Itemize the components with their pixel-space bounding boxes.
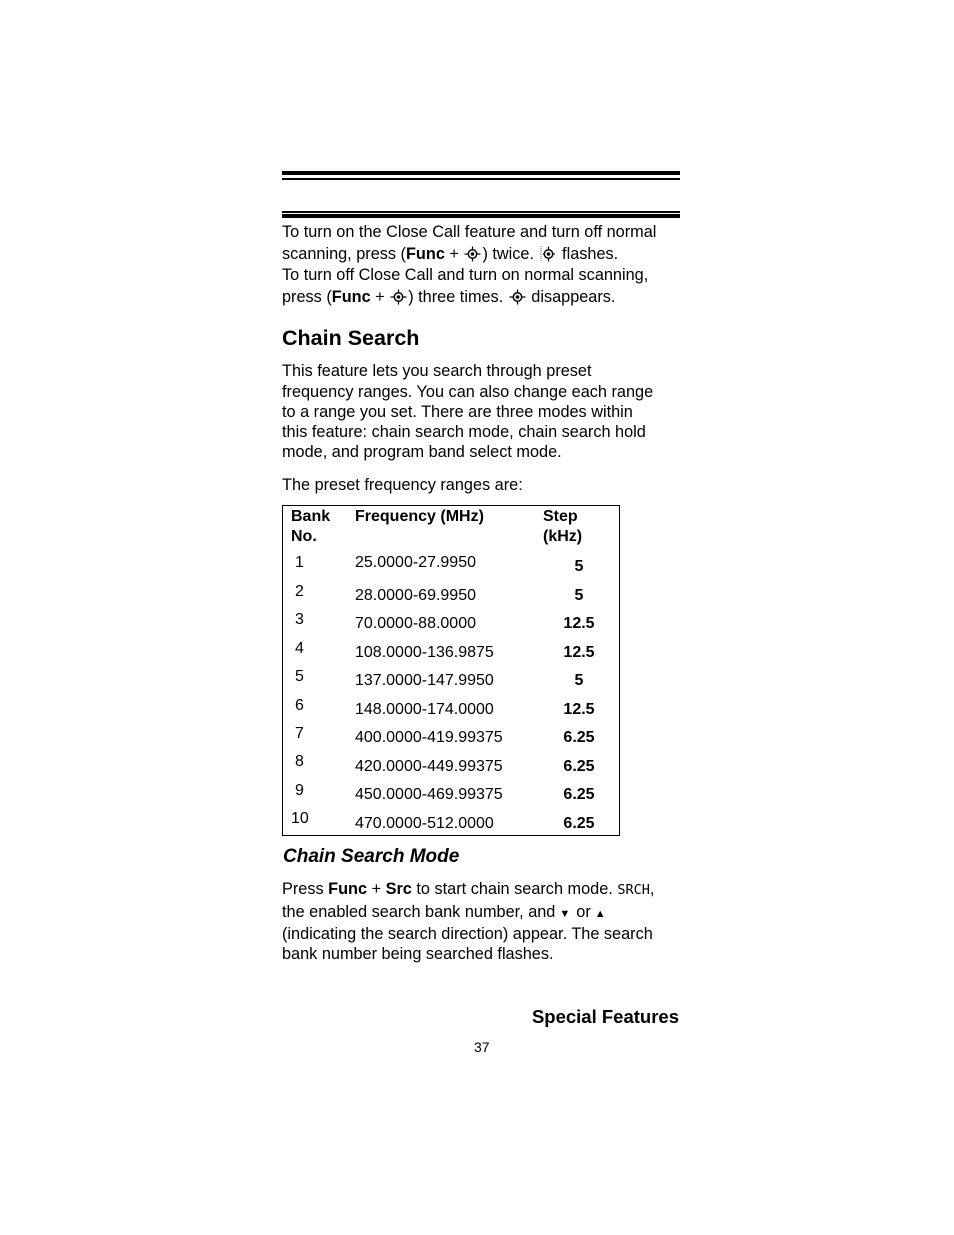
section-rule-thick [282, 214, 680, 218]
bank-cell: 6 [295, 697, 304, 714]
bank-cell: 7 [295, 725, 304, 742]
freq-cell: 70.0000-88.0000 [355, 615, 476, 632]
header-bank: Bank [291, 508, 331, 525]
text: scanning, press ( [282, 245, 406, 263]
text: + [367, 880, 386, 898]
bank-cell: 9 [295, 782, 304, 799]
step-cell: 12.5 [563, 644, 595, 661]
section-title: Chain Search [282, 326, 420, 350]
intro-line-2 [282, 244, 618, 265]
freq-cell: 420.0000-449.99375 [355, 758, 503, 775]
section-body-line: frequency ranges. You can also change each range [282, 383, 654, 401]
header-step-unit: (kHz) [543, 528, 583, 545]
freq-cell: 450.0000-469.99375 [355, 786, 503, 803]
text: flashes. [557, 245, 619, 263]
step-cell: 12.5 [563, 615, 595, 632]
section-body-line: This feature lets you search through preset [282, 362, 592, 380]
step-cell: 5 [574, 558, 584, 575]
freq-cell: 470.0000-512.0000 [355, 815, 494, 832]
down-arrow-icon: ▼ [559, 908, 571, 920]
text: ) twice. [482, 245, 539, 263]
bank-cell: 1 [295, 554, 304, 571]
mode-line-3: (indicating the search direction) appear. The search [282, 925, 653, 943]
func-key: Func [328, 880, 368, 898]
text: the enabled search bank number, and [282, 903, 556, 921]
step-cell: 12.5 [563, 701, 595, 718]
func-key: Func [331, 288, 371, 306]
text: + [370, 288, 390, 306]
step-cell: 5 [574, 672, 584, 689]
step-cell: 6.25 [563, 758, 595, 775]
freq-cell: 28.0000-69.9950 [355, 587, 476, 604]
freq-cell: 148.0000-174.0000 [355, 701, 494, 718]
step-cell: 6.25 [563, 786, 595, 803]
mode-line-1 [282, 879, 654, 901]
close-call-icon [540, 246, 557, 262]
section-body-line: this feature: chain search mode, chain search hold [282, 423, 646, 441]
close-call-icon [390, 289, 407, 305]
src-key: Src [385, 880, 412, 898]
section-body-line: mode, and program band select mode. [282, 443, 562, 461]
close-call-icon [464, 246, 481, 262]
section-body-line: to a range you set. There are three modes within [282, 403, 633, 421]
bank-cell: 3 [295, 611, 304, 628]
header-rule-thin [282, 178, 680, 180]
intro-line-3: To turn off Close Call and turn on normal scanning, [282, 266, 649, 284]
header-bank-no: No. [291, 528, 317, 545]
freq-cell: 108.0000-136.9875 [355, 644, 494, 661]
freq-cell: 400.0000-419.99375 [355, 729, 503, 746]
text: ) three times. [408, 288, 508, 306]
bank-cell: 10 [291, 810, 309, 827]
step-cell: 6.25 [563, 815, 595, 832]
step-cell: 5 [574, 587, 584, 604]
header-frequency: Frequency (MHz) [355, 508, 484, 525]
text: disappears. [526, 288, 616, 306]
step-cell: 6.25 [563, 729, 595, 746]
text: , [649, 880, 655, 898]
mode-line-2 [282, 902, 612, 925]
up-arrow-icon: ▲ [594, 908, 606, 920]
footer-section-name: Special Features [531, 1006, 679, 1027]
bank-cell: 2 [295, 583, 304, 600]
func-key: Func [405, 245, 445, 263]
bank-cell: 4 [295, 640, 304, 657]
header-rule-thick [282, 171, 680, 175]
text: press ( [282, 288, 332, 306]
text: + [444, 245, 464, 263]
mode-line-4: bank number being searched flashes. [282, 945, 554, 963]
section-rule-thin [282, 211, 680, 213]
close-call-icon [509, 289, 526, 305]
preset-intro: The preset frequency ranges are: [282, 476, 523, 494]
header-step: Step [543, 508, 578, 525]
bank-cell: 5 [295, 668, 304, 685]
srch-display-code: SRCH [617, 882, 650, 898]
frequency-table [282, 505, 620, 836]
freq-cell: 137.0000-147.9950 [355, 672, 494, 689]
intro-line-1: To turn on the Close Call feature and turn off normal [282, 223, 657, 241]
subsection-title: Chain Search Mode [283, 846, 460, 867]
text: Press [282, 880, 329, 898]
freq-cell: 25.0000-27.9950 [355, 554, 476, 571]
text: to start chain search mode. [411, 880, 618, 898]
text: or [576, 903, 591, 921]
intro-line-4 [282, 287, 615, 308]
page-number: 37 [474, 1039, 490, 1055]
bank-cell: 8 [295, 753, 304, 770]
